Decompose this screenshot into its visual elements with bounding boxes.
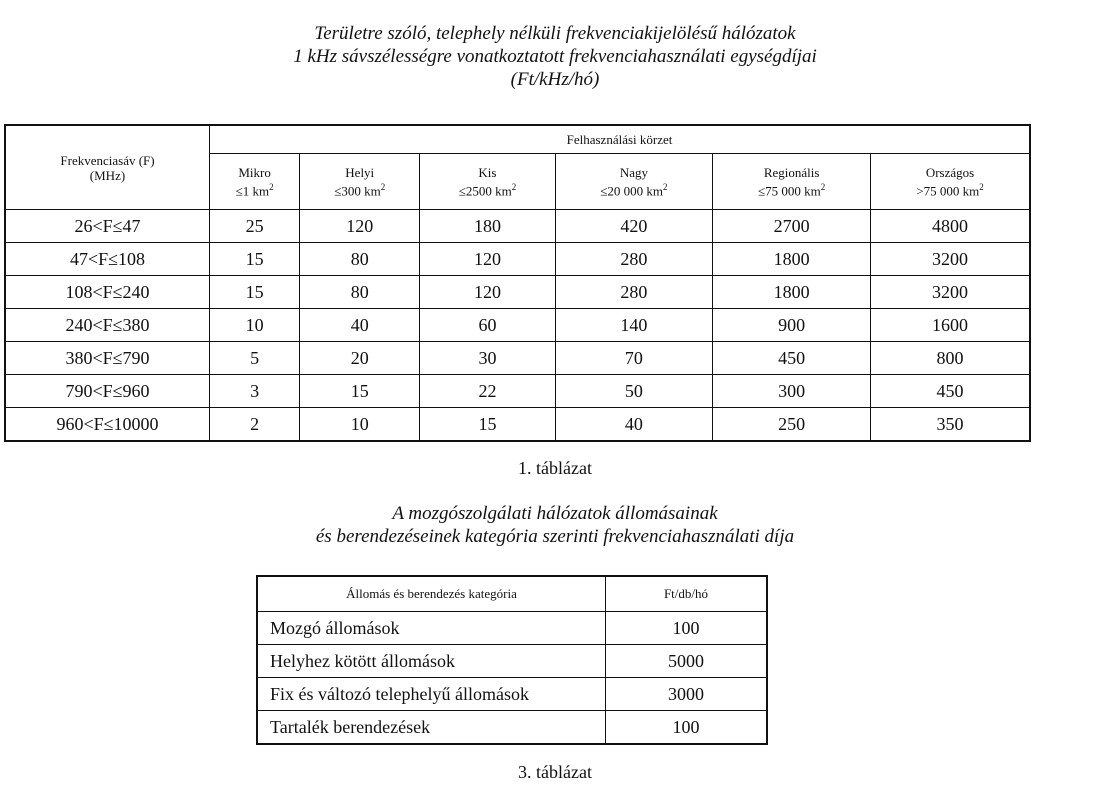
fee-cell: 180	[420, 210, 555, 243]
fee-cell: 5	[210, 342, 300, 375]
region-limit	[210, 180, 299, 198]
category-cell: Mozgó állomások	[257, 612, 606, 645]
frequency-band-cell: 960<F≤10000	[5, 408, 210, 442]
region-column-header	[555, 154, 713, 210]
region-header: Felhasználási körzet	[210, 125, 1031, 154]
fee-cell: 30	[420, 342, 555, 375]
table3-title	[0, 502, 1110, 548]
region-column-header	[300, 154, 420, 210]
fee-cell: 1600	[871, 309, 1030, 342]
fee-cell: 22	[420, 375, 555, 408]
table-row	[5, 276, 1030, 309]
table1-title-line2: 1 kHz sávszélességre vonatkoztatott frekvenciahasználati egységdíjai	[293, 46, 817, 67]
category-cell: Helyhez kötött állomások	[257, 645, 606, 678]
region-column-header	[871, 154, 1030, 210]
region-limit-exponent: 2	[511, 181, 517, 192]
fee-cell: 900	[713, 309, 871, 342]
fee-cell: 280	[555, 243, 713, 276]
band-header-line1: Frekvenciasáv (F)	[60, 152, 155, 168]
fee-cell: 15	[210, 276, 300, 309]
fee-cell: 350	[871, 408, 1030, 442]
table-row	[257, 678, 767, 711]
region-limit-text: ≤300 km	[334, 183, 381, 199]
frequency-band-cell: 380<F≤790	[5, 342, 210, 375]
fee-cell: 450	[871, 375, 1030, 408]
fee-cell: 100	[606, 612, 768, 645]
table-row	[257, 612, 767, 645]
mobile-station-fee-table	[256, 575, 768, 745]
fee-cell: 1800	[713, 276, 871, 309]
unit-header: Ft/db/hó	[606, 576, 768, 612]
fee-cell: 80	[300, 243, 420, 276]
fee-cell: 420	[555, 210, 713, 243]
region-limit-text: ≤1 km	[235, 183, 270, 199]
fee-cell: 300	[713, 375, 871, 408]
table-row	[5, 243, 1030, 276]
region-name: Kis	[478, 164, 497, 180]
fee-cell: 1800	[713, 243, 871, 276]
table-row	[5, 408, 1030, 442]
table-row	[257, 711, 767, 745]
region-column-header	[210, 154, 300, 210]
region-limit-exponent: 2	[979, 181, 984, 192]
fee-cell: 40	[555, 408, 713, 442]
frequency-band-cell: 240<F≤380	[5, 309, 210, 342]
fee-cell: 4800	[871, 210, 1030, 243]
region-limit-exponent: 2	[269, 181, 274, 192]
region-name: Helyi	[345, 164, 375, 180]
fee-cell: 60	[420, 309, 555, 342]
fee-cell: 450	[713, 342, 871, 375]
region-limit	[420, 180, 554, 198]
fee-cell: 20	[300, 342, 420, 375]
region-name: Regionális	[763, 164, 820, 180]
fee-cell: 50	[555, 375, 713, 408]
fee-cell: 10	[210, 309, 300, 342]
band-header-line2: (MHz)	[89, 167, 126, 183]
region-limit-text: >75 000 km	[916, 183, 980, 199]
frequency-band-cell: 108<F≤240	[5, 276, 210, 309]
fee-cell: 280	[555, 276, 713, 309]
region-limit-text: ≤2500 km	[458, 183, 512, 199]
fee-cell: 800	[871, 342, 1030, 375]
fee-cell: 5000	[606, 645, 768, 678]
table1-title-line1: Területre szóló, telephely nélküli frekvenciakijelölésű hálózatok	[314, 23, 796, 44]
frequency-band-cell: 790<F≤960	[5, 375, 210, 408]
fee-cell: 25	[210, 210, 300, 243]
table3-title-line1: A mozgószolgálati hálózatok állomásainak	[392, 503, 718, 524]
frequency-band-cell: 26<F≤47	[5, 210, 210, 243]
table1-title-line3: (Ft/kHz/hó)	[510, 69, 600, 90]
table-row	[5, 342, 1030, 375]
fee-cell: 70	[555, 342, 713, 375]
fee-cell: 2700	[713, 210, 871, 243]
fee-cell: 2	[210, 408, 300, 442]
fee-cell: 120	[420, 276, 555, 309]
region-limit-exponent: 2	[820, 181, 826, 192]
fee-cell: 3200	[871, 243, 1030, 276]
table3-caption: 3. táblázat	[518, 762, 592, 782]
category-header: Állomás és berendezés kategória	[257, 576, 606, 612]
fee-cell: 100	[606, 711, 768, 745]
region-limit-exponent: 2	[380, 181, 386, 192]
fee-cell: 3000	[606, 678, 768, 711]
region-name: Mikro	[238, 164, 271, 180]
band-header	[5, 125, 210, 210]
region-limit	[871, 180, 1029, 198]
table1-title	[0, 22, 1110, 91]
table1-caption: 1. táblázat	[518, 458, 592, 478]
region-limit	[300, 180, 419, 198]
table-row	[5, 309, 1030, 342]
table3-title-line2: és berendezéseinek kategória szerinti frekvenciahasználati díja	[315, 526, 795, 547]
fee-cell: 10	[300, 408, 420, 442]
category-cell: Fix és változó telephelyű állomások	[257, 678, 606, 711]
region-name: Nagy	[619, 164, 648, 180]
table-row	[257, 645, 767, 678]
fee-cell: 120	[420, 243, 555, 276]
fee-cell: 15	[300, 375, 420, 408]
fee-cell: 15	[210, 243, 300, 276]
fee-cell: 3200	[871, 276, 1030, 309]
region-limit	[556, 180, 713, 198]
fee-cell: 3	[210, 375, 300, 408]
region-name: Országos	[925, 164, 975, 180]
frequency-band-cell: 47<F≤108	[5, 243, 210, 276]
table-row	[5, 375, 1030, 408]
fee-cell: 40	[300, 309, 420, 342]
region-column-header	[713, 154, 871, 210]
category-cell: Tartalék berendezések	[257, 711, 606, 745]
fee-cell: 250	[713, 408, 871, 442]
frequency-fee-table	[4, 124, 1031, 442]
region-limit	[713, 180, 870, 198]
fee-cell: 120	[300, 210, 420, 243]
fee-cell: 140	[555, 309, 713, 342]
region-limit-exponent: 2	[663, 181, 668, 192]
region-column-header	[420, 154, 555, 210]
fee-cell: 15	[420, 408, 555, 442]
region-limit-text: ≤75 000 km	[758, 183, 821, 199]
region-limit-text: ≤20 000 km	[600, 183, 664, 199]
fee-cell: 80	[300, 276, 420, 309]
table-row	[5, 210, 1030, 243]
